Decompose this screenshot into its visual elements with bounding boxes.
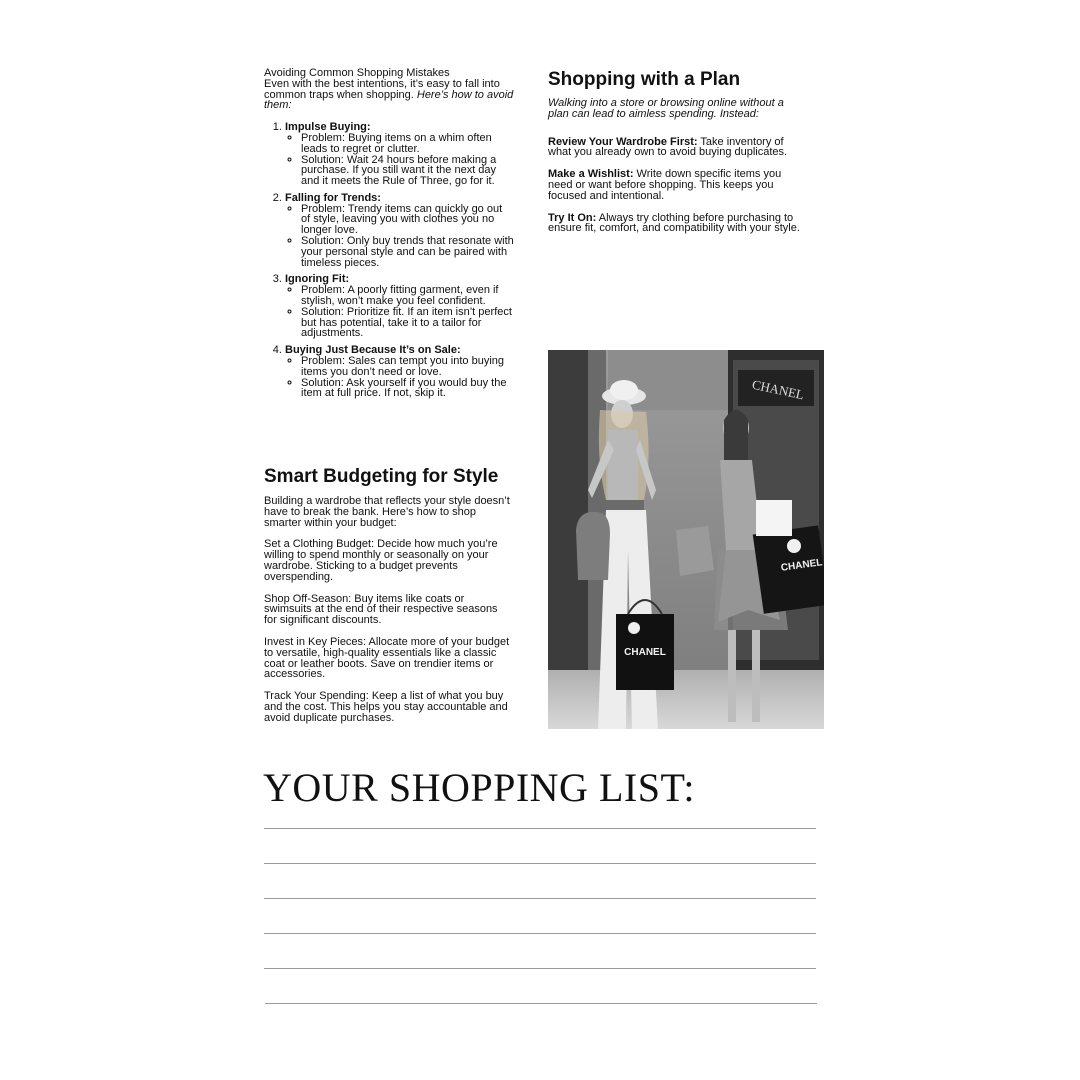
budget-paragraph: Track Your Spending: Keep a list of what you buy and the cost. This helps you stay accountable and avoid duplicate purchases. — [264, 690, 508, 724]
photo-illustration — [548, 350, 824, 729]
list-item — [285, 274, 514, 339]
list-line[interactable] — [264, 863, 816, 864]
plan-tip — [548, 213, 800, 235]
list-line[interactable] — [264, 898, 816, 899]
budget-paragraph: Invest in Key Pieces: Allocate more of your budget to versatile, high-quality essentials like a classic coat or leather boots. Save on trendier items or accessories. — [264, 635, 510, 681]
budget-title: Smart Budgeting for Style — [264, 466, 499, 487]
plan-tip-text: Always try clothing before purchasing to ensure fit, comfort, and compatibility with your style. — [548, 211, 800, 235]
plan-tip-text: Write down specific items you need or want before shopping. This keeps you focused and intentional. — [548, 168, 782, 202]
plan-tip — [548, 137, 800, 159]
mistake-title: Ignoring Fit: — [285, 273, 350, 286]
list-item — [285, 193, 514, 269]
mistake-solution: ◦ Solution: Prioritize fit. If an item isn’t perfect but has potential, take it to a tailor for adjustments. — [301, 307, 514, 339]
plan-title: Shopping with a Plan — [548, 69, 741, 90]
list-line[interactable] — [264, 968, 816, 969]
mistake-solution: ◦ Solution: Wait 24 hours before making a purchase. If you still want it the next day and it meets the Rule of Three, go for it. — [301, 155, 514, 187]
list-line[interactable] — [264, 828, 816, 829]
mistake-problem: ◦ Problem: Sales can tempt you into buying items you don’t need or love. — [301, 356, 514, 378]
budget-paragraph: Shop Off-Season: Buy items like coats or swimsuits at the end of their respective seasons for significant discounts. — [264, 592, 498, 627]
mistake-solution: ◦ Solution: Only buy trends that resonate with your personal style and can be paired with timeless pieces. — [301, 236, 514, 268]
plan-tip-label: Try It On: — [548, 211, 597, 224]
list-line[interactable] — [265, 1003, 817, 1004]
mistakes-list — [264, 122, 514, 399]
budget-paragraph: Building a wardrobe that reflects your style doesn’t have to break the bank. Here’s how to shop smarter within your budget: — [264, 495, 510, 529]
budget-paragraph: Set a Clothing Budget: Decide how much you’re willing to spend monthly or seasonally on your wardrobe. Sticking to a budget prevents overspending. — [264, 538, 498, 583]
mistakes-section — [264, 68, 514, 405]
mistakes-intro — [264, 79, 514, 111]
bag-label: CHANEL — [624, 647, 666, 658]
mistake-title: Impulse Buying: — [285, 121, 371, 134]
mistake-solution: ◦ Solution: Ask yourself if you would buy the item at full price. If not, skip it. — [301, 378, 514, 400]
mistake-problem: ◦ Problem: Buying items on a whim often leads to regret or clutter. — [301, 133, 514, 155]
mistakes-intro-italic: Here’s how to avoid them: — [264, 88, 514, 112]
mistake-problem: ◦ Problem: A poorly fitting garment, even if stylish, won’t make you feel confident. — [301, 285, 514, 307]
store-sign: CHANEL — [750, 376, 806, 403]
list-item — [285, 122, 514, 187]
plan-section — [548, 69, 800, 245]
shopping-list-title: YOUR SHOPPING LIST: — [263, 765, 695, 810]
plan-intro: Walking into a store or browsing online without a plan can lead to aimless spending. Instead: — [548, 97, 784, 120]
mistake-title: Buying Just Because It’s on Sale: — [285, 344, 461, 357]
list-item — [285, 345, 514, 399]
list-line[interactable] — [264, 933, 816, 934]
plan-tip-label: Make a Wishlist: — [548, 168, 634, 181]
shopping-photo — [548, 350, 824, 729]
plan-tip — [548, 169, 800, 201]
mistake-problem: ◦ Problem: Trendy items can quickly go out of style, leaving you with clothes you no longer love. — [301, 204, 514, 236]
budget-section — [264, 466, 512, 735]
mistake-title: Falling for Trends: — [285, 191, 381, 204]
plan-tip-label: Review Your Wardrobe First: — [548, 135, 698, 148]
bag-label: CHANEL — [780, 557, 824, 574]
plan-tip-text: Take inventory of what you already own to avoid buying duplicates. — [548, 135, 788, 159]
mistakes-title: Avoiding Common Shopping Mistakes — [264, 67, 450, 79]
mistakes-intro-text: Even with the best intentions, it’s easy to fall into common traps when shopping. — [264, 78, 500, 101]
